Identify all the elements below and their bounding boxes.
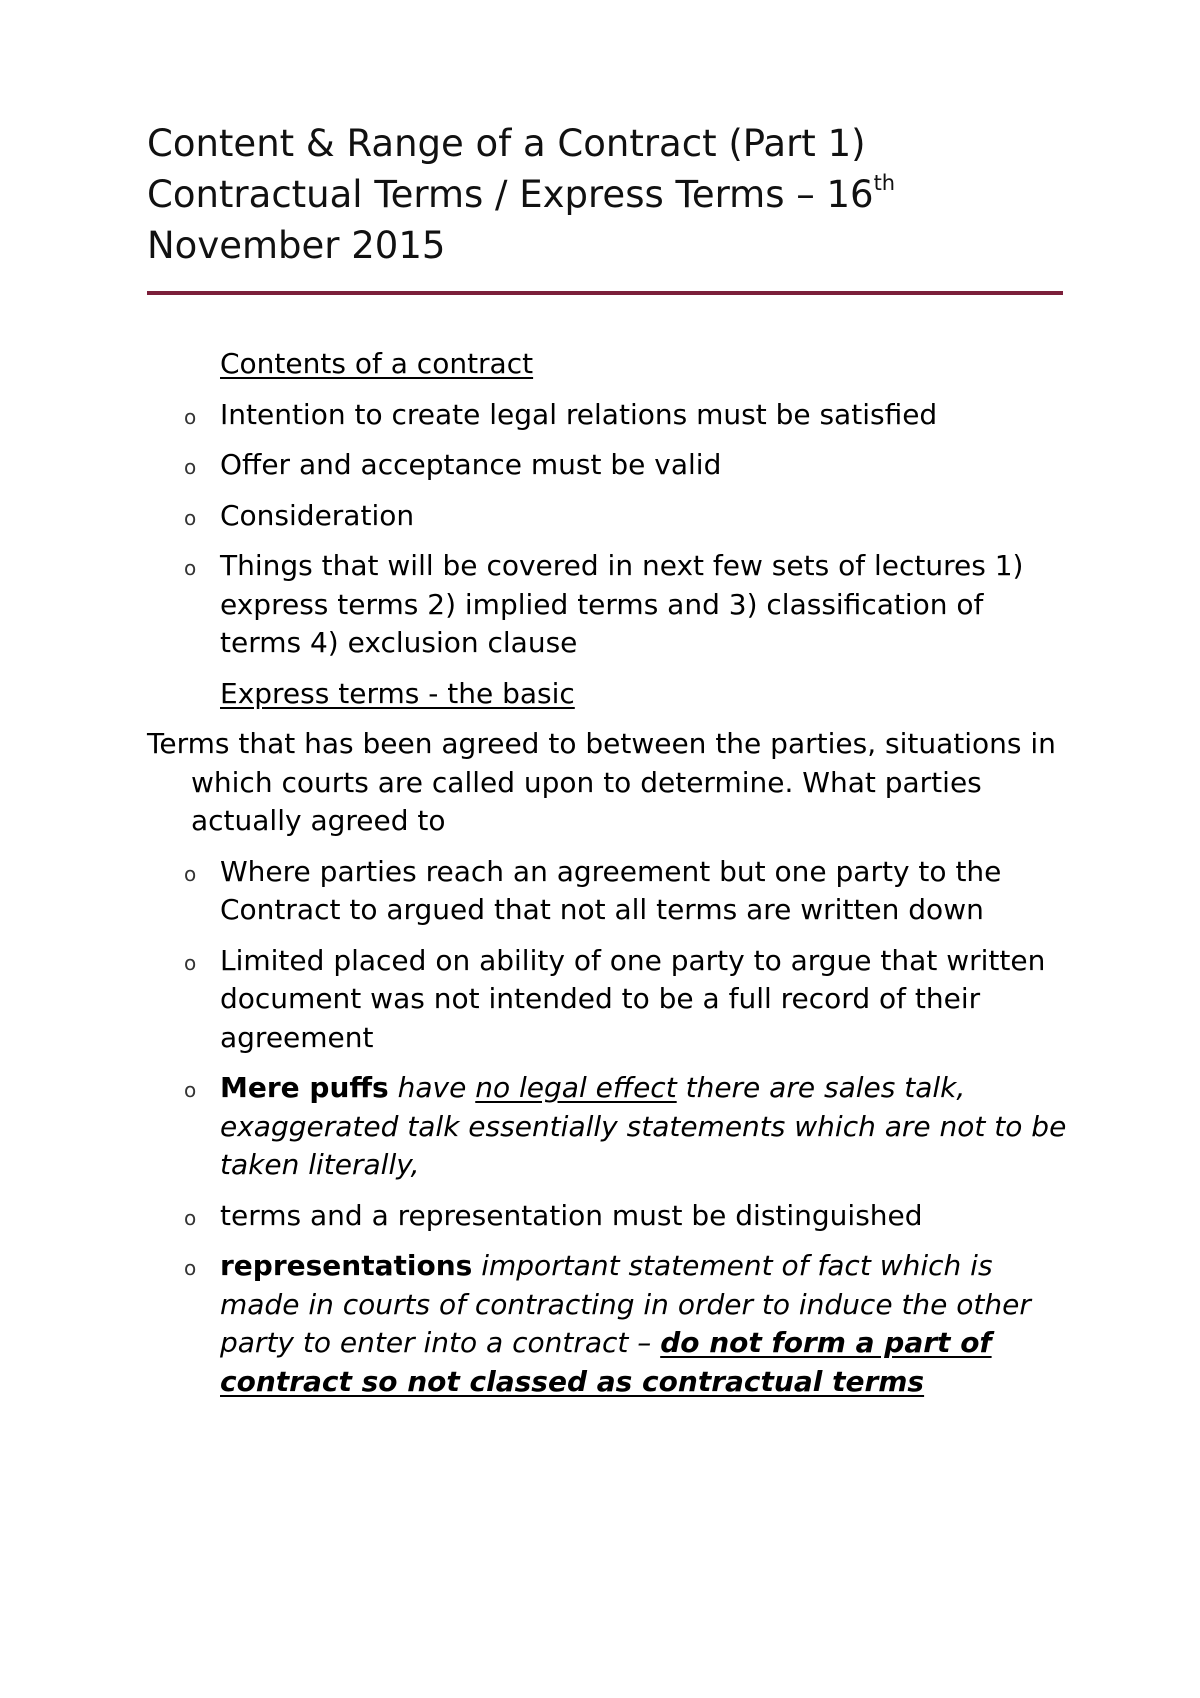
list-item-text: Things that will be covered in next few sets of lectures 1) express terms 2) implied terms and 3) classification of terms 4) exclusion clause — [220, 549, 1024, 659]
list-item — [0, 1197, 1070, 1236]
title-line-3: November 2015 — [147, 224, 446, 267]
mere-puffs-text-2: there are sales talk, exaggerated talk essentially statements which are not to be taken literally, — [220, 1071, 1067, 1181]
representations-text: important statement of fact which is made in courts of contracting in order to induce the other party to enter into a contract – — [220, 1249, 1031, 1359]
list-item — [0, 942, 1070, 1058]
list-item-text: Limited placed on ability of one party to argue that written document was not intended to be a full record of their agreement — [220, 943, 1046, 1054]
mere-puffs-term: Mere puffs — [220, 1071, 389, 1104]
title-line-2: Contractual Terms / Express Terms – 16 — [147, 173, 874, 216]
section-heading-contents: Contents of a contract — [220, 347, 534, 380]
list-item — [0, 853, 1070, 930]
bullet-icon: o — [184, 950, 197, 975]
list-item — [0, 396, 1070, 435]
section-heading-express-terms: Express terms - the basic — [220, 676, 575, 710]
list-item — [0, 547, 1070, 663]
title-line-1: Content & Range of a Contract (Part 1) — [147, 122, 866, 165]
mere-puffs-text-1: have — [388, 1071, 476, 1104]
bullet-icon: o — [184, 1078, 197, 1102]
list-item-text: Where parties reach an agreement but one party to the Contract to argued that not all terms are written down — [220, 854, 1002, 926]
bullet-icon: o — [184, 1205, 197, 1230]
representations-emphasis: do not form a part of contract so not classed as contractual terms — [220, 1326, 992, 1398]
paragraph-express-terms-intro: Terms that has been agreed to between the parties, situations in which courts are called upon to determine. What parties actually agreed to — [147, 727, 1056, 837]
document-title — [147, 118, 1067, 271]
bullet-icon: o — [184, 861, 197, 886]
title-divider — [147, 291, 1063, 295]
list-item-text: Consideration — [220, 498, 415, 532]
list-item-text: Intention to create legal relations must be satisfied — [220, 397, 938, 431]
title-superscript: th — [873, 171, 896, 195]
list-item-mere-puffs — [0, 1069, 1070, 1185]
representations-term: representations — [220, 1249, 473, 1282]
bullet-icon: o — [184, 404, 197, 429]
bullet-icon: o — [184, 455, 197, 479]
bullet-icon: o — [184, 556, 197, 580]
bullet-icon: o — [184, 1256, 197, 1280]
list-item — [0, 446, 1070, 485]
list-item-representations — [0, 1247, 1070, 1401]
list-item-text: terms and a representation must be distinguished — [220, 1198, 923, 1232]
bullet-icon: o — [184, 505, 197, 530]
list-item — [0, 497, 1070, 536]
document-body — [0, 345, 1200, 1413]
mere-puffs-underlined: no legal effect — [475, 1071, 677, 1104]
list-item-text: Offer and acceptance must be valid — [220, 448, 722, 481]
